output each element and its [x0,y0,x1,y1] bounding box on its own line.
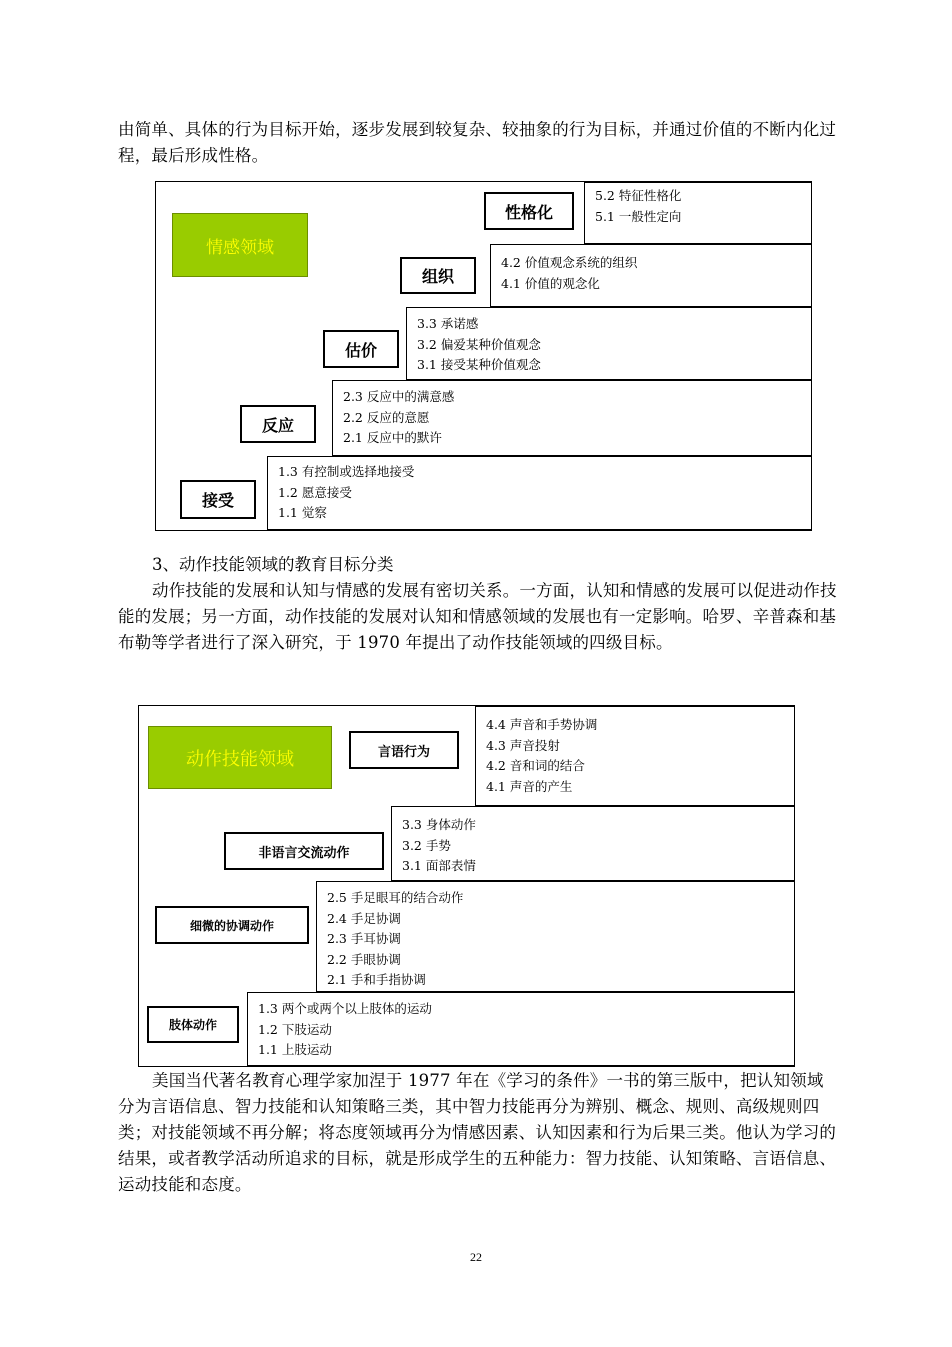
level-item: 2.2 反应的意愿 [343,409,430,425]
level-item: 1.1 觉察 [278,505,327,520]
page-number: 22 [470,1250,482,1264]
motor-diagram [138,705,795,1067]
level-item: 1.3 有控制或选择地接受 [278,464,415,479]
affective-domain-label: 情感领域 [172,213,308,277]
closing-paragraph: 美国当代著名教育心理学家加涅于 1977 年在《学习的条件》一书的第三版中，把认知领域分为言语信息、智力技能和认知策略三类，其中智力技能再分为辨别、概念、规则、高级规则四类；对技能领域不再分解；将态度领域再分为情感因素、认知因素和行为后果三类。他认为学习的结果，或者教学活动所追求的目标，就是形成学生的五种能力：智力技能、认知策略、言语信息、运动技能和态度。 [118,1071,837,1194]
affective-level-1-box [267,456,812,530]
motor-level-4-label: 言语行为 [349,731,459,769]
level-item: 1.2 愿意接受 [278,484,352,500]
motor-level-2-box [316,881,795,992]
level-item: 3.2 手势 [402,837,451,853]
affective-level-5-box [584,182,812,244]
affective-level-4-box [490,244,812,307]
level-item: 4.2 音和词的结合 [486,758,585,773]
affective-level-2-label: 反应 [240,405,316,443]
level-item: 3.3 承诺感 [417,316,479,331]
motor-level-1-box [247,992,795,1066]
affective-level-4-label: 组织 [400,257,476,294]
affective-level-3-label: 估价 [323,330,399,368]
affective-level-2-box [332,380,812,456]
level-item: 3.3 身体动作 [402,817,476,832]
level-item: 4.1 价值的观念化 [501,275,600,291]
level-item: 2.5 手足眼耳的结合动作 [327,890,464,905]
affective-level-3-box [406,307,812,380]
level-item: 3.1 面部表情 [402,858,476,873]
level-item: 5.1 一般性定向 [595,208,682,224]
affective-diagram [155,181,812,531]
level-item: 5.2 特征性格化 [595,188,682,203]
motor-domain-label: 动作技能领域 [148,726,332,789]
level-item: 2.3 手耳协调 [327,931,401,946]
level-item: 1.3 两个或两个以上肢体的运动 [258,1001,432,1016]
section-heading: 3、动作技能领域的教育目标分类 [152,555,394,574]
affective-level-1-label: 接受 [180,480,256,519]
level-item: 2.4 手足协调 [327,910,401,926]
level-item: 4.3 声音投射 [486,737,560,753]
level-item: 2.3 反应中的满意感 [343,389,455,404]
motor-level-1-label: 肢体动作 [147,1006,239,1043]
level-item: 1.2 下肢运动 [258,1021,332,1037]
level-item: 3.1 接受某种价值观念 [417,357,541,372]
motor-level-3-box [391,806,795,881]
level-item: 4.4 声音和手势协调 [486,717,598,732]
level-item: 2.1 手和手指协调 [327,972,426,987]
level-item: 2.2 手眼协调 [327,951,401,967]
motor-level-2-label: 细微的协调动作 [155,906,309,944]
motor-level-3-label: 非语言交流动作 [224,832,384,870]
level-item: 2.1 反应中的默许 [343,430,442,445]
level-item: 3.2 偏爱某种价值观念 [417,336,541,352]
motor-level-4-box [475,706,795,806]
intro-paragraph: 由简单、具体的行为目标开始，逐步发展到较复杂、较抽象的行为目标，并通过价值的不断内化过程，最后形成性格。 [118,120,837,165]
level-item: 4.1 声音的产生 [486,778,573,794]
level-item: 1.1 上肢运动 [258,1042,332,1057]
affective-level-5-label: 性格化 [484,192,574,230]
motor-paragraph: 动作技能的发展和认知与情感的发展有密切关系。一方面，认知和情感的发展可以促进动作技能的发展；另一方面，动作技能的发展对认知和情感领域的发展也有一定影响。哈罗、辛普森和基布勒等学者进行了深入研究，于 1970 年提出了动作技能领域的四级目标。 [118,581,837,652]
level-item: 4.2 价值观念系统的组织 [501,255,638,270]
